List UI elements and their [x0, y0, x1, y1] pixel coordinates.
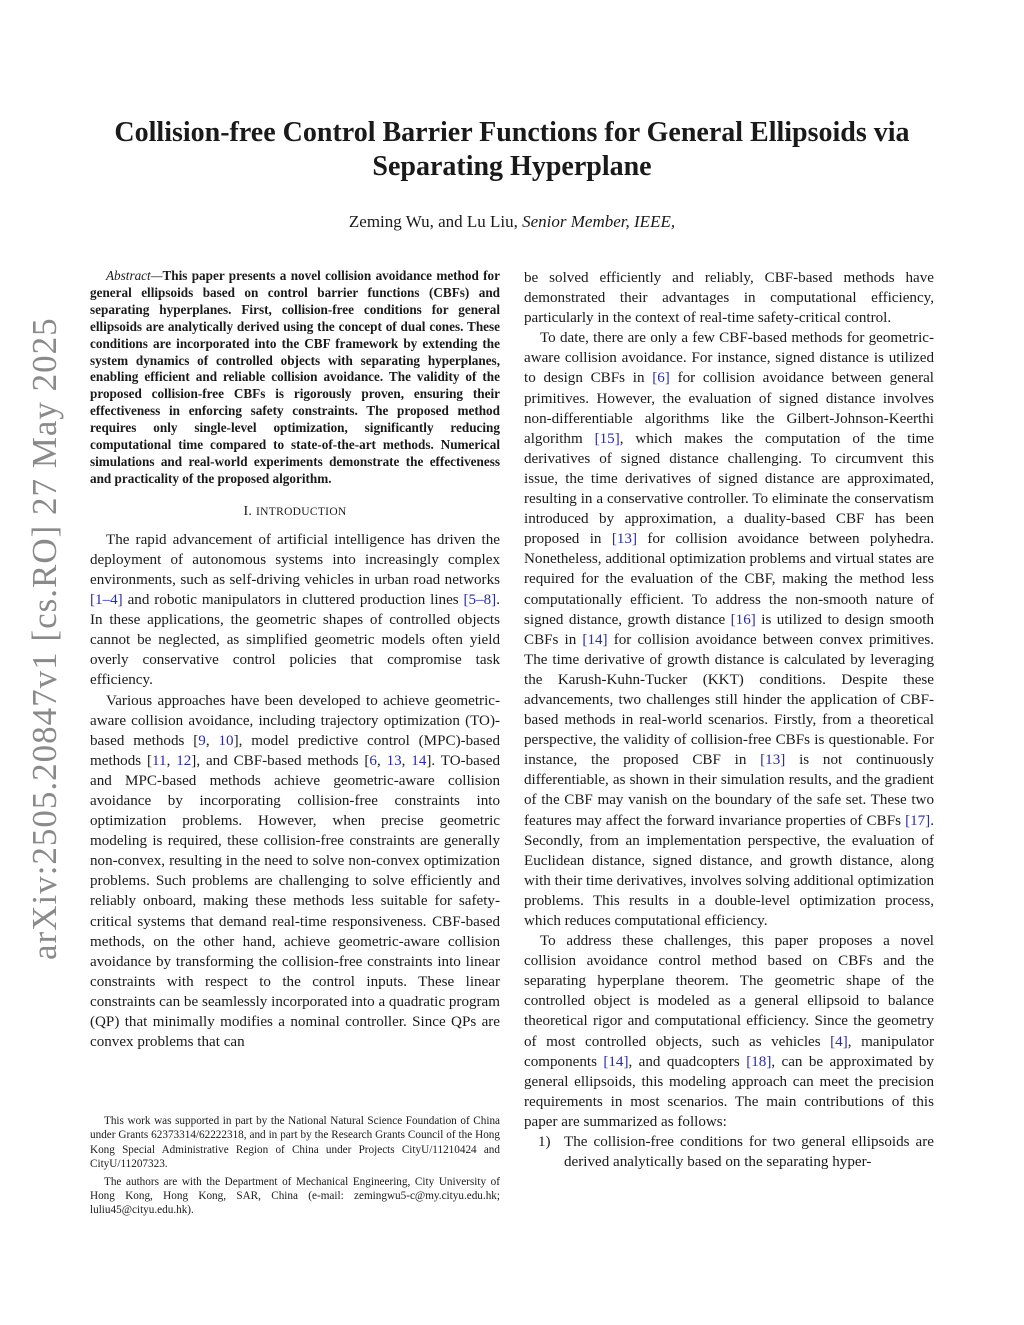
- text-run: ,: [376, 752, 387, 769]
- citation-link[interactable]: 13: [386, 752, 402, 769]
- citation-link[interactable]: 9: [198, 732, 206, 749]
- intro-paragraph-4: [524, 931, 934, 1132]
- citation-link[interactable]: [15]: [594, 430, 620, 447]
- text-run: is utilized to design smooth CBFs in: [524, 611, 934, 648]
- author-membership: Senior Member, IEEE,: [522, 212, 676, 231]
- text-run: for collision avoidance between general primitives. However, the evaluation of signed distance involves non-differentiable algorithms like the Gilbert-Johnson-Keerthi algorithm: [524, 370, 934, 447]
- intro-paragraph-3: [524, 328, 934, 931]
- citation-link[interactable]: [13]: [611, 531, 637, 548]
- text-run: To address these challenges, this paper proposes a novel collision avoidance control method based on CBFs and the separating hyperplane theorem. The geometric shape of the controlled object is modeled as a general ellipsoid to balance theoretical rigor and computational efficiency. Since the geometry of most controlled objects, such as vehicles: [524, 933, 934, 1050]
- text-run: To date, there are only a few CBF-based methods for geometric-aware collision avoidance. For instance, signed distance is utilized to design CBFs in: [524, 330, 934, 387]
- citation-link[interactable]: 11: [152, 752, 167, 769]
- paper-title: Collision-free Control Barrier Functions for General Ellipsoids via Separating Hyperplane: [114, 117, 910, 182]
- citation-link[interactable]: [5–8]: [463, 592, 497, 609]
- funding-footnote: This work was supported in part by the National Natural Science Foundation of China under Grants 62373314/62222318, and in part by the Research Grants Council of the Hong Kong Special Administrative Region of China under Projects CityU/11210424 and CityU/11207323.: [90, 1115, 500, 1171]
- author-line: [90, 210, 934, 234]
- citation-link[interactable]: 14: [411, 752, 427, 769]
- contribution-list-item: [524, 1132, 934, 1172]
- text-run: Various approaches have been developed to achieve geometric-aware collision avoidance, including trajectory optimization (TO)-based methods [: [90, 692, 500, 749]
- citation-link[interactable]: [14]: [582, 631, 608, 648]
- citation-link[interactable]: [1–4]: [90, 592, 123, 609]
- text-run: , which makes the computation of the time derivatives of signed distance challenging. To circumvent this issue, the time derivatives of signed distance are approximated, resulting in a conservative controller. To eliminate the conservatism introduced by approximation, a duality-based CBF has been proposed in: [524, 430, 934, 548]
- text-run: ]. TO-based and MPC-based methods achieve geometric-aware collision avoidance by incorporating collision-free constraints into optimization problems. However, when precise geometric modeling is required, these collision-free constraints are generally non-convex, resulting in the need to solve non-convex optimization problems. Such problems are challenging to solve efficiently and reliably onboard, making these methods less suitable for safety-critical systems that demand real-time responsiveness. CBF-based methods, on the other hand, achieve geometric-aware collision avoidance by transforming the collision-free constraints into linear constraints with respect to the control inputs. These linear constraints can be seamlessly incorporated into a quadratic program (QP) that minimally modifies a nominal controller. Since QPs are convex problems that can: [90, 752, 500, 1051]
- arxiv-identifier-stamp: arXiv:2505.20847v1 [cs.RO] 27 May 2025: [25, 317, 64, 960]
- intro-paragraph-continued: be solved efficiently and reliably, CBF-based methods have demonstrated their advantages in computational efficiency, particularly in the context of real-time safety-critical control.: [524, 270, 934, 327]
- text-run: and robotic manipulators in cluttered production lines: [122, 592, 464, 609]
- text-run: . Secondly, from an implementation perspective, the evaluation of Euclidean distance, signed distance, and growth distance, along with their time derivatives, involves solving additional optimization problems. This results in a double-level optimization process, which reduces computational efficiency.: [524, 812, 934, 929]
- section-title: INTRODUCTION: [256, 505, 347, 518]
- affiliation-footnote: The authors are with the Department of Mechanical Engineering, City University of Hong Kong, Hong Kong, SAR, China (e-mail: zemingwu5-c@my.cityu.edu.hk; luliu45@cityu.edu.hk).: [90, 1175, 500, 1217]
- text-run: , and quadcopters: [628, 1053, 747, 1070]
- text-run: for collision avoidance between polyhedra. Nonetheless, additional optimization problems and virtual states are required for the evaluation of the CBF, making the method less computationally efficient. To address the non-smooth nature of signed distance, growth distance: [524, 531, 935, 628]
- citation-link[interactable]: [13]: [760, 752, 786, 769]
- right-column: [524, 268, 934, 1172]
- text-run: , can be approximated by general ellipsoids, this modeling approach can meet the precision requirements in most scenarios. The main contributions of this paper are summarized as follows:: [524, 1053, 934, 1130]
- text-run: . In these applications, the geometric shapes of controlled objects cannot be neglected, as simplified geometric models often yield overly conservative control policies that compromise task efficiency.: [90, 592, 500, 689]
- intro-paragraph-1: [90, 530, 500, 691]
- citation-link[interactable]: [17]: [905, 812, 931, 829]
- list-number: 1): [538, 1134, 551, 1151]
- text-run: for collision avoidance between convex primitives. The time derivative of growth distance is calculated by leveraging the Karush-Kuhn-Tucker (KKT) conditions. Despite these advancements, two challenges still hinder the application of CBF-based methods in real-world scenarios. Firstly, from a theoretical perspective, the validity of collision-free CBFs is questionable. For instance, the proposed CBF in: [524, 631, 934, 769]
- abstract-label: Abstract: [106, 268, 151, 283]
- text-run: The rapid advancement of artificial intelligence has driven the deployment of autonomous systems into increasingly complex environments, such as self-driving vehicles in urban road networks: [90, 531, 500, 588]
- abstract: Abstract—This paper presents a novel collision avoidance method for general ellipsoids based on control barrier functions (CBFs) and separating hyperplanes. First, collision-free conditions for general ellipsoids are analytically derived using the concept of dual cones. These conditions are incorporated into the CBF framework by extending the system dynamics of controlled objects with separating hyperplanes, enabling efficient and reliable collision avoidance. The validity of the proposed collision-free CBFs is rigorously proven, ensuring their effectiveness in enforcing safety constraints. The proposed method requires only single-level optimization, significantly reducing computational time compared to state-of-the-art methods. Numerical simulations and real-world experiments demonstrate the effectiveness and practicality of the proposed algorithm.: [90, 268, 500, 486]
- citation-link[interactable]: [16]: [730, 611, 756, 628]
- intro-paragraph-2: [90, 691, 500, 1053]
- citation-link[interactable]: [18]: [746, 1053, 772, 1070]
- citation-link[interactable]: 12: [176, 752, 192, 769]
- footnotes: [90, 1114, 500, 1218]
- section-number: I.: [243, 503, 253, 519]
- text-run: ,: [401, 752, 412, 769]
- citation-link[interactable]: [4]: [830, 1033, 848, 1050]
- citation-link[interactable]: 6: [369, 752, 377, 769]
- author-names: Zeming Wu, and Lu Liu,: [348, 212, 518, 231]
- text-run: ,: [205, 732, 219, 749]
- left-column: [90, 268, 500, 1052]
- list-text: The collision-free conditions for two general ellipsoids are derived analytically based on the separating hyper-: [564, 1134, 934, 1171]
- section-heading-introduction: [90, 504, 500, 520]
- text-run: , manipulator components: [524, 1033, 934, 1070]
- text-run: ], and CBF-based methods [: [191, 752, 370, 769]
- citation-link[interactable]: [6]: [652, 370, 670, 387]
- text-run: ,: [166, 752, 177, 769]
- abstract-text: This paper presents a novel collision avoidance method for general ellipsoids based on control barrier functions (CBFs) and separating hyperplanes. First, collision-free conditions for general ellipsoids are analytically derived using the concept of dual cones. These conditions are incorporated into the CBF framework by extending the system dynamics of controlled objects with separating hyperplanes, enabling efficient and reliable collision avoidance. The validity of the proposed collision-free CBFs is rigorously proven, ensuring their effectiveness in enforcing safety constraints. The proposed method requires only single-level optimization, significantly reducing computational time compared to state-of-the-art methods. Numerical simulations and real-world experiments demonstrate the effectiveness and practicality of the proposed algorithm.: [90, 268, 500, 486]
- citation-link[interactable]: [14]: [603, 1053, 629, 1070]
- text-run: ], model predictive control (MPC)-based methods [: [90, 732, 500, 769]
- text-run: is not continuously differentiable, as shown in their simulation results, and the gradient of the CBF may vanish on the boundary of the safe set. These two features may affect the forward invariance properties of CBFs: [524, 752, 934, 829]
- citation-link[interactable]: 10: [218, 732, 234, 749]
